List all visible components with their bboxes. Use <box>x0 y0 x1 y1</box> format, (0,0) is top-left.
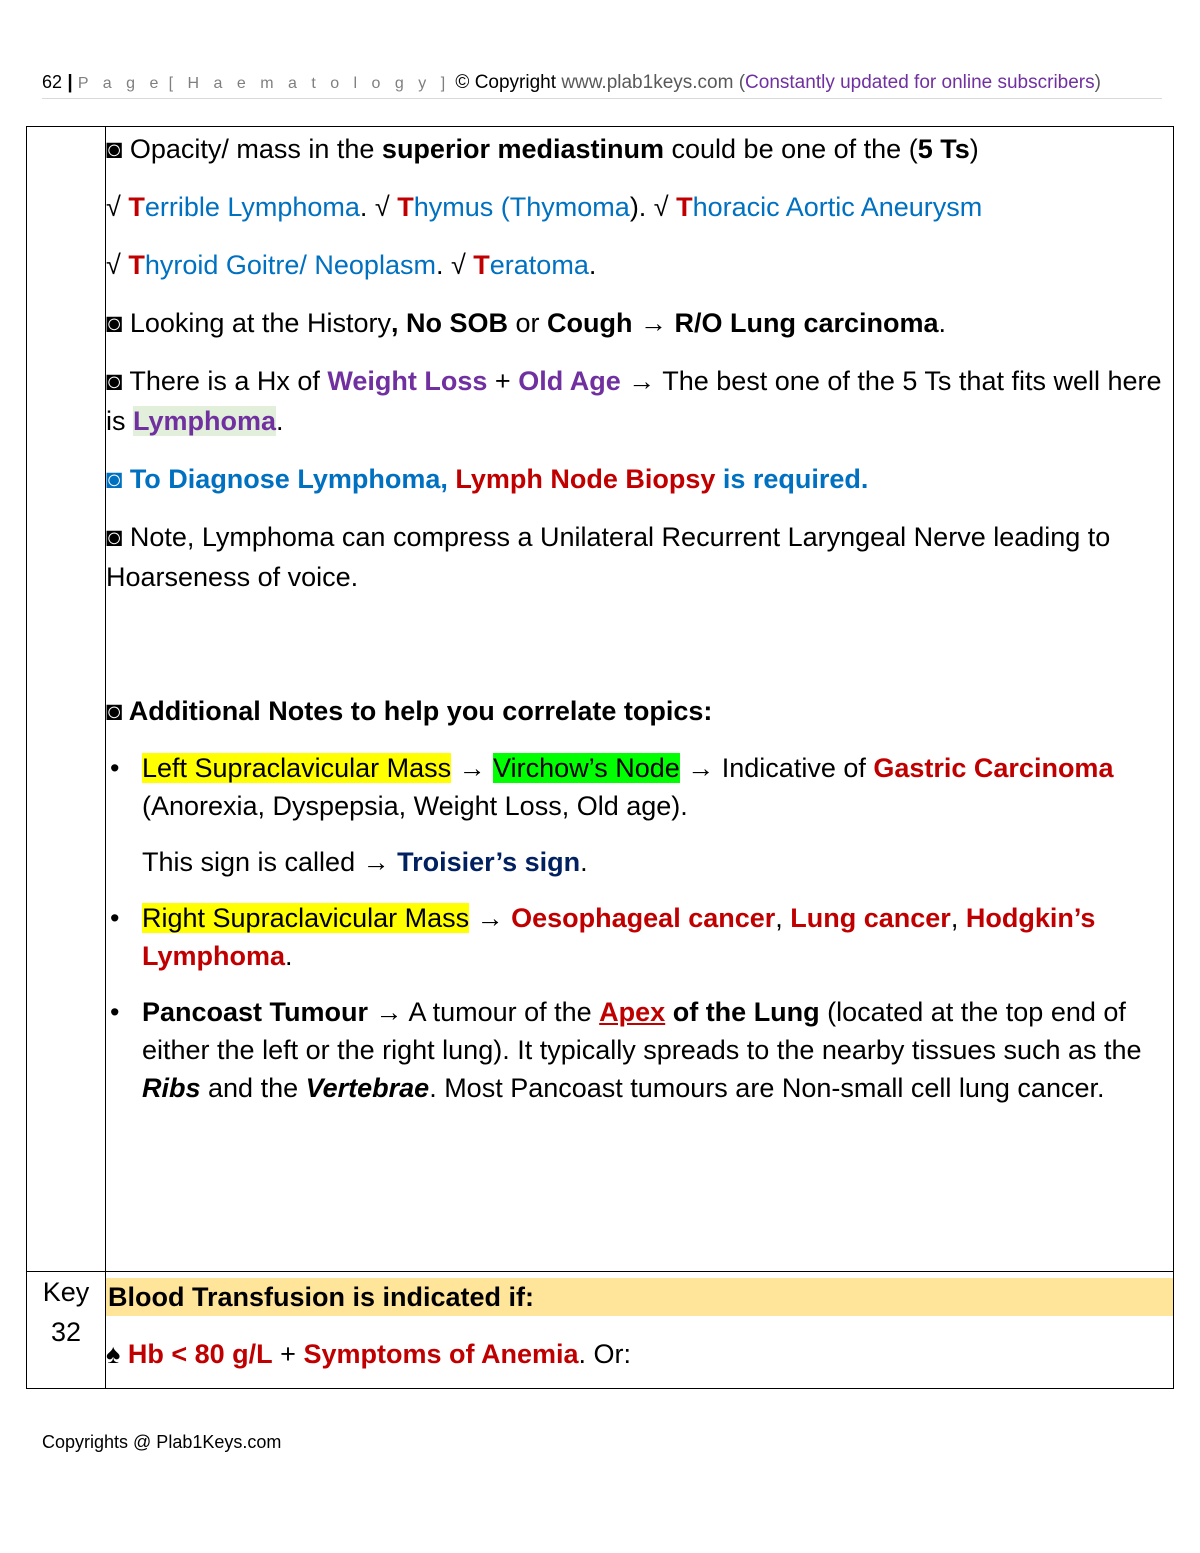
text: superior mediastinum <box>381 134 664 164</box>
text: (located at the top end of either the left or the right lung). It typically spreads to the nearby tissues such as the <box>142 997 1142 1065</box>
text: Virchow’s Node <box>493 753 680 783</box>
text: Oesophageal cancer <box>511 903 776 933</box>
text: Looking at the History <box>122 308 391 338</box>
text: There is a Hx of <box>122 366 328 396</box>
text: To Diagnose Lymphoma, <box>122 464 456 494</box>
text: is required. <box>715 464 869 494</box>
text: → A tumour of the <box>368 997 600 1027</box>
text: (Anorexia, Dyspepsia, Weight Loss, Old age). <box>142 791 688 821</box>
additional-heading <box>106 691 1173 731</box>
text: Hodgkin’s Lymphoma <box>142 903 1096 971</box>
text: Thymoma <box>509 192 630 222</box>
bullet-icon: • <box>110 997 120 1027</box>
text: Ribs <box>142 1073 201 1103</box>
diagnose-line <box>106 459 1173 499</box>
transfusion-line <box>106 1334 1173 1374</box>
text: → <box>451 753 494 783</box>
text: Apex <box>599 997 666 1027</box>
text: Vertebrae <box>305 1073 430 1103</box>
text: + <box>272 1339 304 1369</box>
key32-cell <box>106 1272 1174 1389</box>
text: , No SOB <box>390 308 508 338</box>
text: ( <box>493 192 510 222</box>
text: . Most Pancoast tumours are Non-small cell lung cancer. <box>429 1073 1105 1103</box>
text: Old Age <box>518 366 621 396</box>
history-line <box>106 303 1173 343</box>
paren: ( <box>738 72 746 93</box>
text: Lymph Node Biopsy <box>455 464 716 494</box>
page-word: P a g e <box>77 75 164 92</box>
text: This sign is called → <box>142 847 398 877</box>
text: → <box>632 308 675 338</box>
table-row <box>27 1272 1174 1389</box>
list-item <box>106 899 1173 975</box>
bullet-icon: ◙ <box>106 366 123 396</box>
check-icon: √ <box>106 250 129 280</box>
text: eratoma <box>489 250 589 280</box>
text: Gastric Carcinoma <box>873 753 1114 783</box>
text: Troisier’s sign <box>397 847 581 877</box>
text: , <box>950 903 966 933</box>
troisier-line <box>106 843 1173 881</box>
bullet-icon: ◙ <box>106 134 123 164</box>
bullet-icon: ◙ <box>106 464 123 494</box>
text: Opacity/ mass in the <box>122 134 382 164</box>
key-number: 32 <box>50 1317 82 1347</box>
text: T <box>128 250 145 280</box>
bullet-icon: • <box>110 753 120 783</box>
note-line <box>106 517 1173 597</box>
text: Cough <box>547 308 633 338</box>
text: ) <box>969 134 979 164</box>
text: . √ <box>435 250 474 280</box>
bullet-icon: • <box>110 903 120 933</box>
page-header <box>42 72 1162 99</box>
header-separator: | <box>67 72 73 93</box>
text: horacic Aortic Aneurysm <box>692 192 983 222</box>
copyright-text: © Copyright <box>455 72 557 93</box>
text: of the Lung <box>665 997 820 1027</box>
text: 5 Ts <box>917 134 970 164</box>
check-icon: √ <box>106 192 129 222</box>
list-item <box>106 749 1173 825</box>
text: Pancoast Tumour <box>142 997 369 1027</box>
text: Lymphoma <box>133 406 277 436</box>
text: hyroid Goitre/ Neoplasm <box>144 250 436 280</box>
text: Left Supraclavicular Mass <box>142 753 452 783</box>
text: . <box>285 941 293 971</box>
bullet-icon: ◙ <box>106 522 123 552</box>
text: Symptoms of Anemia <box>303 1339 579 1369</box>
website-link[interactable]: www.plab1keys.com <box>561 72 734 93</box>
text: . Or: <box>578 1339 631 1369</box>
table-row <box>27 127 1174 1272</box>
text: → Indicative of <box>679 753 874 783</box>
text: . <box>588 250 597 280</box>
text: Hb < 80 g/L <box>127 1339 273 1369</box>
list-item <box>106 993 1173 1107</box>
text: and the <box>200 1073 306 1103</box>
ts-line-1 <box>106 187 1173 227</box>
text: T <box>473 250 490 280</box>
text: Note, Lymphoma can compress a Unilateral Recurrent Laryngeal Nerve leading to Hoarseness of voice. <box>106 522 1111 592</box>
text: T <box>397 192 414 222</box>
text: . <box>276 406 284 436</box>
weight-line <box>106 361 1173 441</box>
text: . <box>938 308 947 338</box>
text: ). √ <box>629 192 677 222</box>
text: + <box>487 366 519 396</box>
bullet-icon: ◙ <box>106 696 123 726</box>
paren: ) <box>1094 72 1101 93</box>
text: R/O Lung carcinoma <box>674 308 939 338</box>
text: T <box>676 192 693 222</box>
text: , <box>775 903 791 933</box>
explanation-cell <box>106 127 1174 1272</box>
bullet-icon: ◙ <box>106 308 123 338</box>
text: . √ <box>359 192 398 222</box>
text: . <box>580 847 588 877</box>
text: → <box>469 903 512 933</box>
notes-list <box>106 899 1173 1107</box>
key-label: Key <box>42 1277 90 1307</box>
page-number: 62 <box>42 72 63 92</box>
section-name: [ H a e m a t o l o g y ] <box>168 75 451 92</box>
text: could be one of the ( <box>664 134 918 164</box>
text: hymus <box>413 192 494 222</box>
text: T <box>128 192 145 222</box>
page-footer: Copyrights @ Plab1Keys.com <box>42 1432 282 1452</box>
key-label-cell <box>27 1272 106 1389</box>
notes-list <box>106 749 1173 825</box>
text: Right Supraclavicular Mass <box>142 903 470 933</box>
text: Additional Notes to help you correlate topics: <box>122 696 713 726</box>
text: Lung cancer <box>790 903 951 933</box>
ts-line-2 <box>106 245 1173 285</box>
content-table <box>26 126 1174 1389</box>
text: → The best one of the 5 Ts that fits well here is <box>106 366 1162 436</box>
spade-icon: ♠ <box>106 1339 128 1369</box>
text: or <box>507 308 547 338</box>
key32-heading: Blood Transfusion is indicated if: <box>106 1278 1173 1316</box>
text: errible Lymphoma <box>144 192 360 222</box>
text: Weight Loss <box>327 366 488 396</box>
mediastinum-line <box>106 129 1173 169</box>
key-cell-empty <box>27 127 106 1272</box>
update-note: Constantly updated for online subscribers <box>745 72 1095 93</box>
